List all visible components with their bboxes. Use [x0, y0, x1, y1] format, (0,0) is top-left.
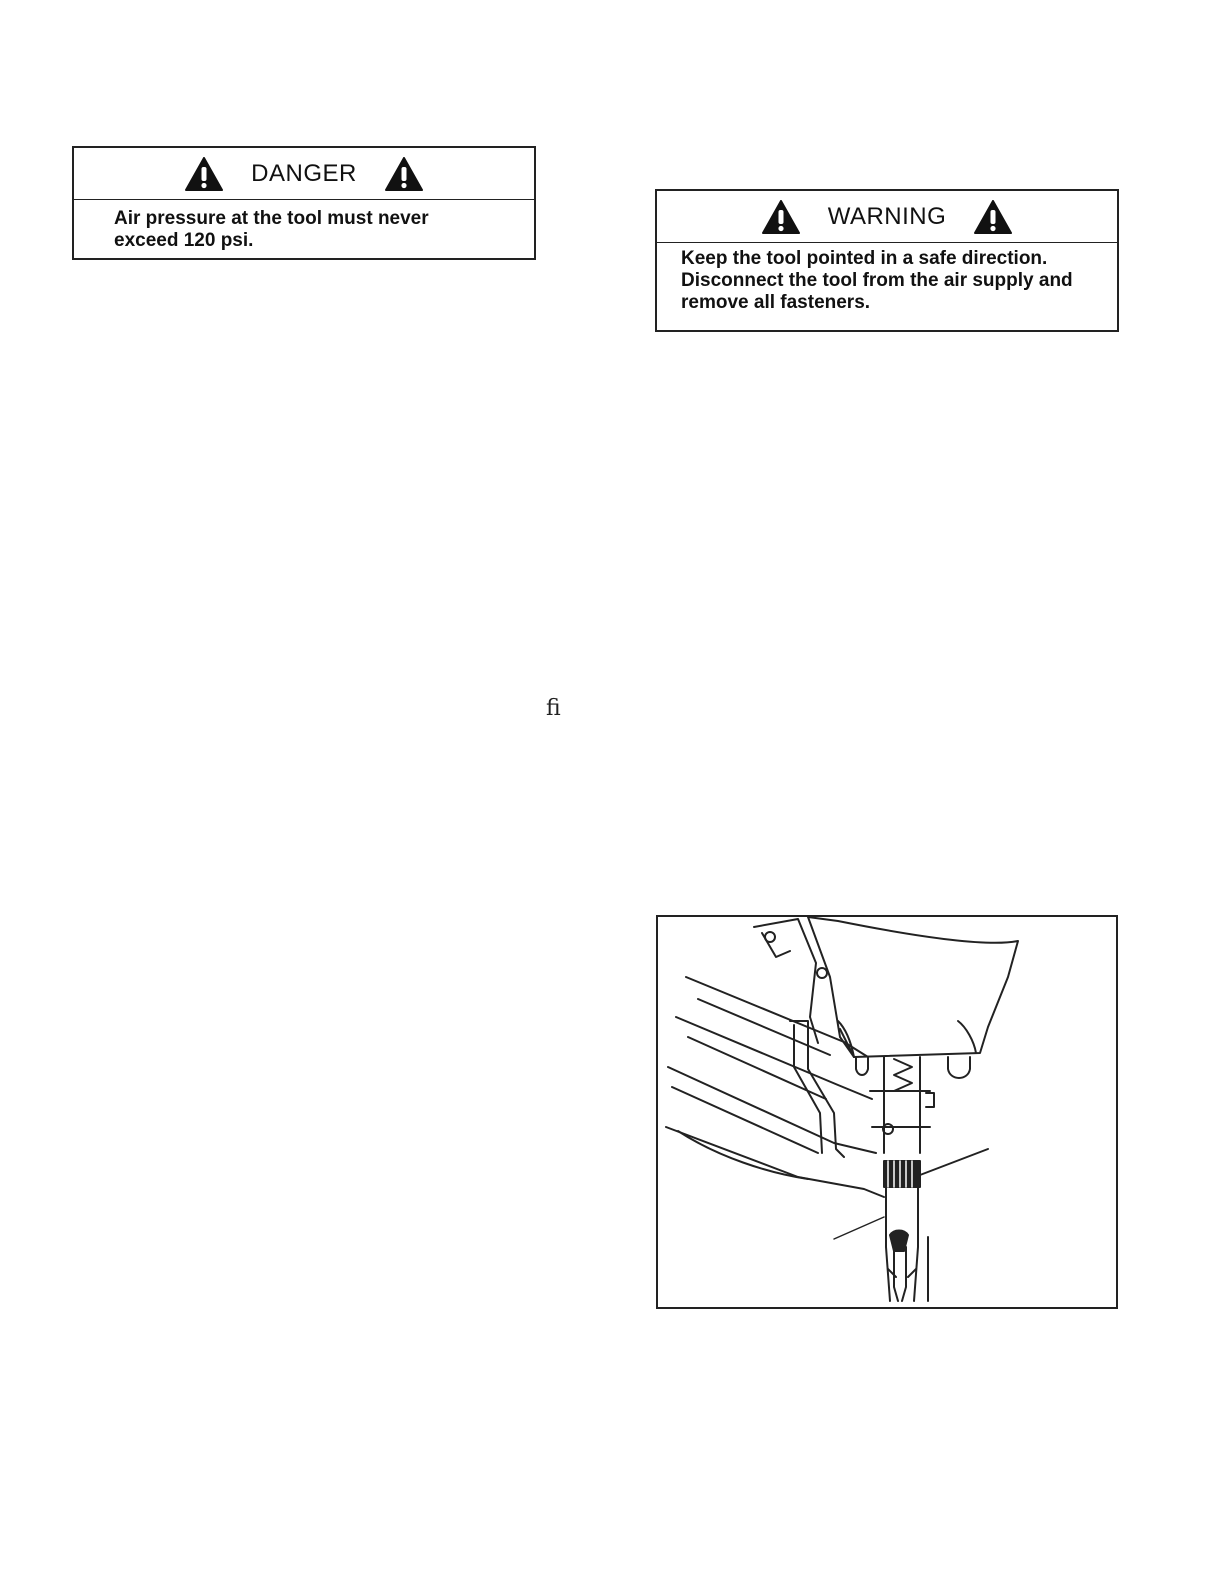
warning-header — [657, 191, 1117, 243]
warning-triangle-icon — [385, 157, 423, 191]
warning-triangle-icon — [762, 200, 800, 234]
warning-line: remove all fasteners. — [681, 292, 871, 313]
nailer-illustration — [656, 915, 1118, 1309]
danger-line: Air pressure at the tool must never — [114, 208, 429, 229]
danger-header — [74, 148, 534, 200]
danger-title: DANGER — [251, 159, 357, 187]
warning-text — [657, 243, 1117, 314]
warning-line: Keep the tool pointed in a safe direction. — [681, 248, 1048, 269]
stray-glyph: ﬁ — [546, 696, 561, 721]
danger-line: exceed 120 psi. — [114, 230, 254, 251]
warning-triangle-icon — [974, 200, 1012, 234]
warning-title: WARNING — [827, 202, 947, 230]
danger-text — [74, 200, 534, 252]
warning-triangle-icon — [185, 157, 223, 191]
nailer-drawing — [658, 917, 1116, 1307]
warning-line: Disconnect the tool from the air supply and — [681, 270, 1073, 291]
danger-label — [72, 146, 536, 260]
warning-label — [655, 189, 1119, 332]
